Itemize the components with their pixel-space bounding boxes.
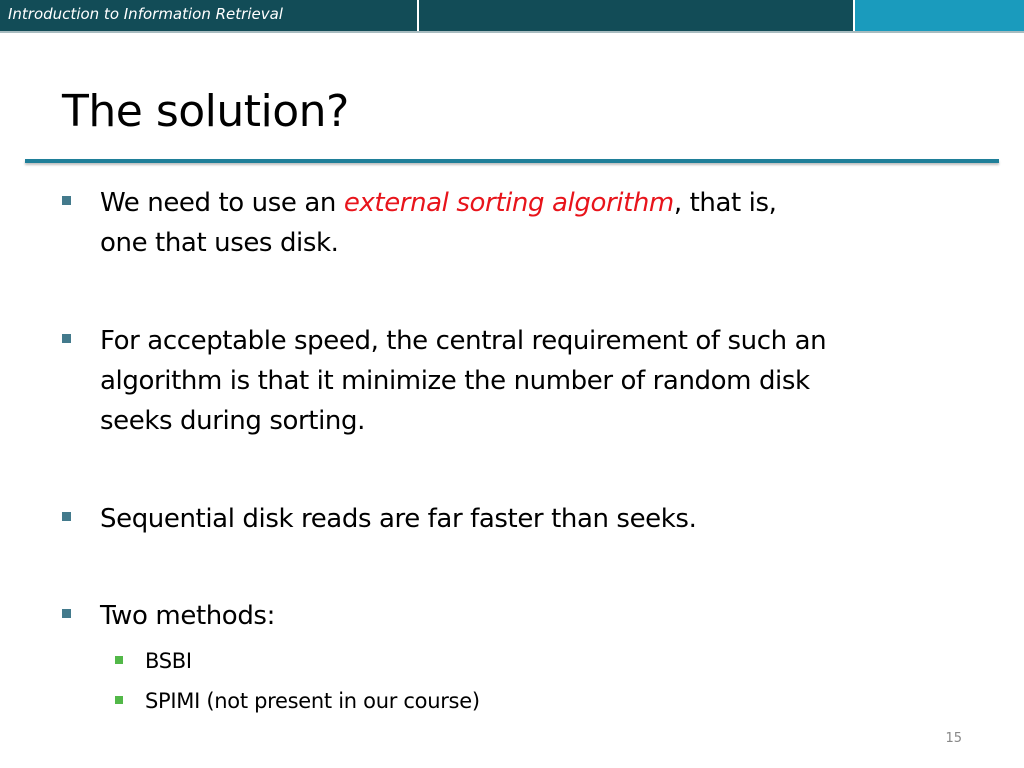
header-segment-right bbox=[855, 0, 1024, 31]
page-number: 15 bbox=[945, 731, 962, 746]
course-title: Introduction to Information Retrieval bbox=[8, 5, 283, 23]
bullet-line bbox=[100, 183, 972, 223]
slide-title: The solution? bbox=[62, 86, 349, 137]
bullet-text bbox=[100, 499, 972, 539]
bullet-text-after: , that is, bbox=[673, 188, 777, 218]
bullet-line: Sequential disk reads are far faster than seeks. bbox=[100, 504, 697, 534]
header-segment-middle bbox=[419, 0, 853, 31]
title-divider bbox=[25, 159, 999, 163]
bullet-marker bbox=[62, 334, 71, 343]
bullet-marker bbox=[62, 512, 71, 521]
header-underline bbox=[0, 31, 1024, 33]
emphasis-text: external sorting algorithm bbox=[343, 188, 674, 218]
sub-bullet-marker bbox=[115, 656, 123, 664]
bullet-line: Two methods: bbox=[100, 601, 275, 631]
bullet-marker bbox=[62, 609, 71, 618]
sub-bullet-text: SPIMI (not present in our course) bbox=[145, 689, 480, 713]
bullet-text-before: We need to use an bbox=[100, 188, 344, 218]
bullet-line: For acceptable speed, the central requirement of such an bbox=[100, 326, 827, 356]
sub-bullet-marker bbox=[115, 696, 123, 704]
sub-bullet-text: BSBI bbox=[145, 649, 192, 673]
header-bar bbox=[0, 0, 1024, 33]
bullet-line: one that uses disk. bbox=[100, 228, 339, 258]
bullet-text bbox=[100, 183, 972, 263]
bullet-line: seeks during sorting. bbox=[100, 406, 365, 436]
bullet-text bbox=[100, 596, 972, 636]
bullet-line: algorithm is that it minimize the number of random disk bbox=[100, 366, 810, 396]
bullet-marker bbox=[62, 196, 71, 205]
bullet-text bbox=[100, 321, 972, 441]
